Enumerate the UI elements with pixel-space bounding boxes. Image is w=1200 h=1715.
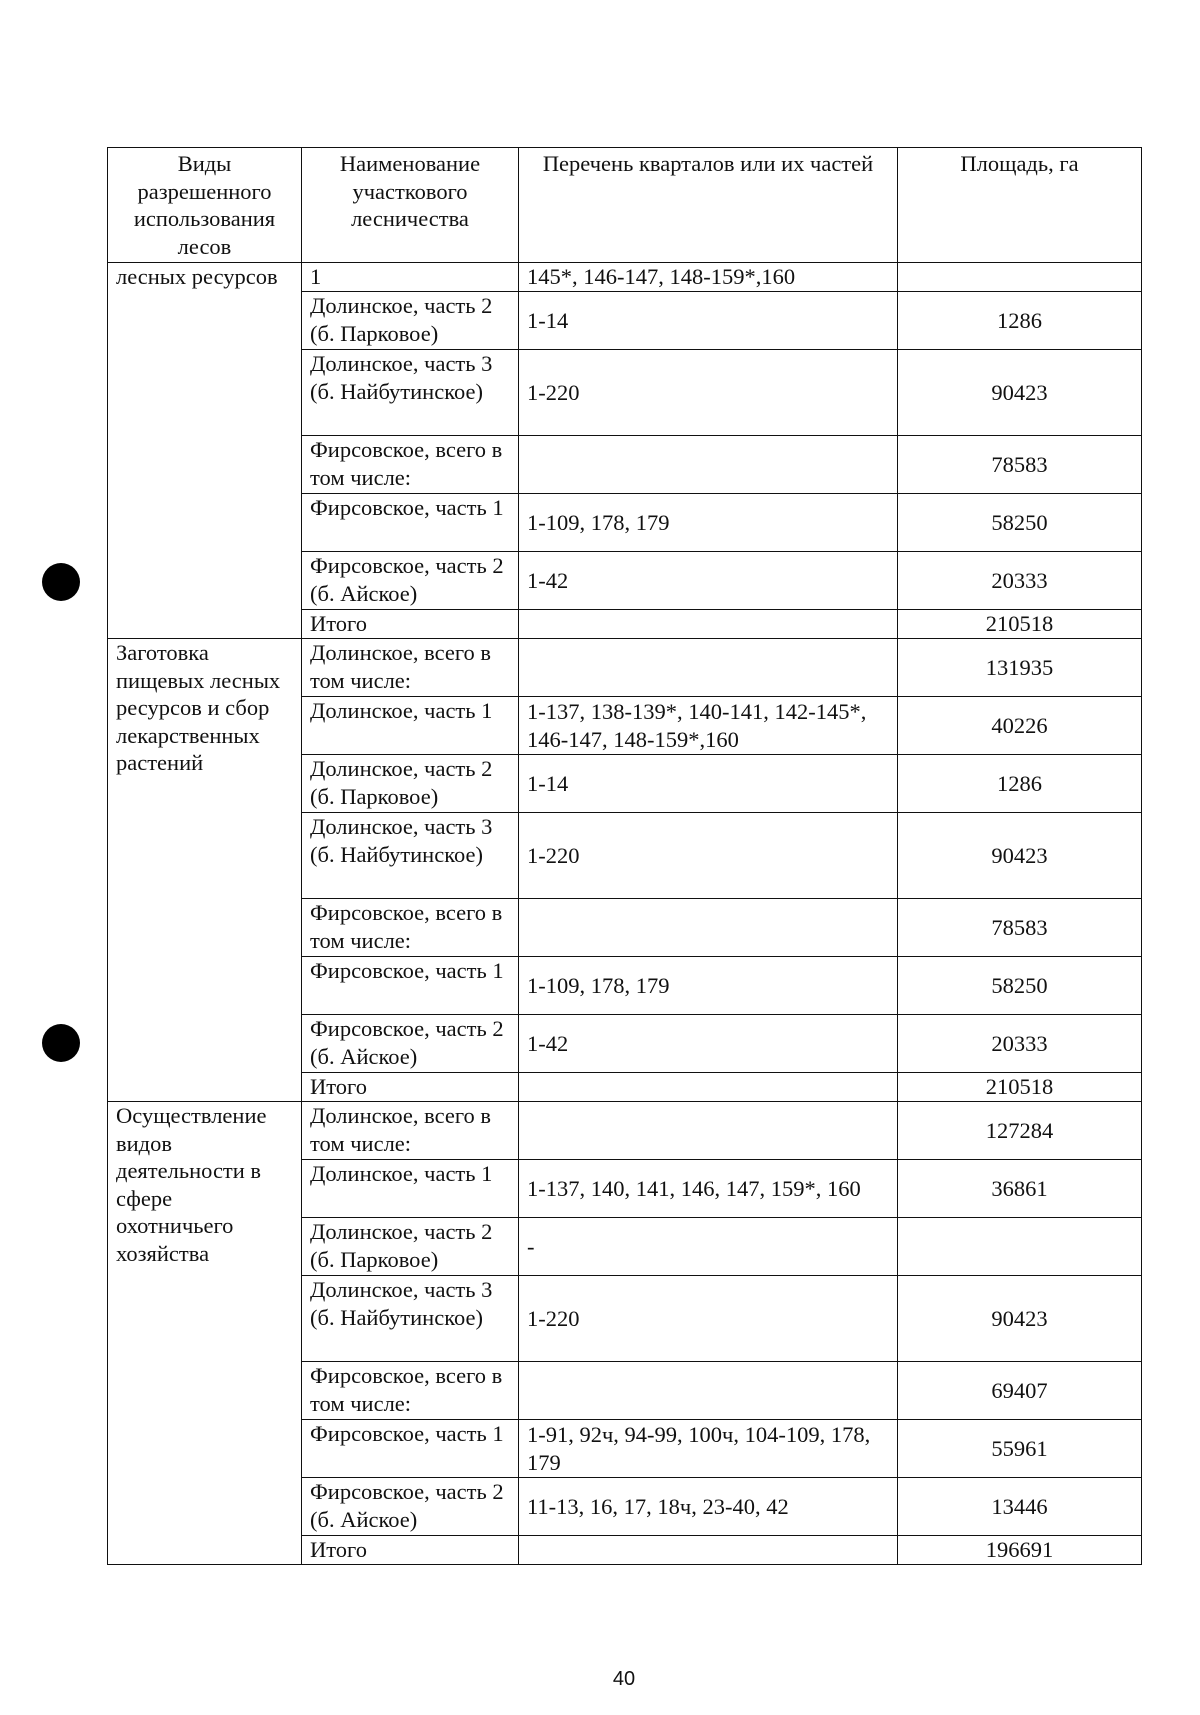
- forestry-cell: Фирсовское, всего в том числе:: [302, 1362, 519, 1420]
- forestry-cell: Фирсовское, часть 2 (б. Айское): [302, 552, 519, 610]
- quarters-cell: [519, 436, 898, 494]
- quarters-cell: [519, 1362, 898, 1420]
- forest-use-table: [107, 147, 1142, 1565]
- use-kind-cell: лесных ресурсов: [108, 263, 302, 639]
- forestry-cell: Фирсовское, часть 1: [302, 1420, 519, 1478]
- forestry-cell: Долинское, часть 2 (б. Парковое): [302, 755, 519, 813]
- forestry-cell: Долинское, часть 2 (б. Парковое): [302, 292, 519, 350]
- quarters-cell: 1-137, 138-139*, 140-141, 142-145*, 146-147, 148-159*,160: [519, 697, 898, 755]
- quarters-cell: [519, 1073, 898, 1102]
- area-cell: 127284: [898, 1102, 1142, 1160]
- area-cell: 20333: [898, 1015, 1142, 1073]
- forestry-cell: Долинское, всего в том числе:: [302, 1102, 519, 1160]
- forestry-cell: Итого: [302, 1073, 519, 1102]
- area-cell: 78583: [898, 436, 1142, 494]
- area-cell: 1286: [898, 292, 1142, 350]
- area-cell: 20333: [898, 552, 1142, 610]
- area-cell: 210518: [898, 610, 1142, 639]
- header-area: Площадь, га: [898, 148, 1142, 263]
- forestry-cell: Долинское, часть 3 (б. Найбутинское): [302, 1276, 519, 1362]
- quarters-cell: 1-91, 92ч, 94-99, 100ч, 104-109, 178, 179: [519, 1420, 898, 1478]
- area-cell: 55961: [898, 1420, 1142, 1478]
- quarters-cell: 1-14: [519, 292, 898, 350]
- area-cell: 36861: [898, 1160, 1142, 1218]
- header-quarters: Перечень кварталов или их частей: [519, 148, 898, 263]
- quarters-cell: 1-220: [519, 813, 898, 899]
- forestry-cell: Фирсовское, всего в том числе:: [302, 899, 519, 957]
- area-cell: 58250: [898, 957, 1142, 1015]
- area-cell: [898, 263, 1142, 292]
- forestry-cell: 1: [302, 263, 519, 292]
- header-use-kind: Виды разрешенного использования лесов: [108, 148, 302, 263]
- forestry-cell: Долинское, всего в том числе:: [302, 639, 519, 697]
- forestry-cell: Фирсовское, часть 2 (б. Айское): [302, 1015, 519, 1073]
- quarters-cell: 1-109, 178, 179: [519, 957, 898, 1015]
- quarters-cell: [519, 1536, 898, 1565]
- area-cell: 13446: [898, 1478, 1142, 1536]
- binder-hole: [42, 563, 80, 601]
- quarters-cell: 1-14: [519, 755, 898, 813]
- quarters-cell: [519, 1102, 898, 1160]
- area-cell: 58250: [898, 494, 1142, 552]
- forestry-cell: Фирсовское, всего в том числе:: [302, 436, 519, 494]
- quarters-cell: 1-109, 178, 179: [519, 494, 898, 552]
- quarters-cell: 11-13, 16, 17, 18ч, 23-40, 42: [519, 1478, 898, 1536]
- forestry-cell: Итого: [302, 610, 519, 639]
- header-forestry: Наименование участкового лесничества: [302, 148, 519, 263]
- quarters-cell: -: [519, 1218, 898, 1276]
- quarters-cell: [519, 610, 898, 639]
- forestry-cell: Фирсовское, часть 1: [302, 957, 519, 1015]
- forestry-cell: Долинское, часть 2 (б. Парковое): [302, 1218, 519, 1276]
- quarters-cell: [519, 639, 898, 697]
- forestry-cell: Фирсовское, часть 2 (б. Айское): [302, 1478, 519, 1536]
- table-header-row: [108, 148, 1142, 263]
- use-kind-cell: Заготовка пищевых лесных ресурсов и сбор лекарственных растений: [108, 639, 302, 1102]
- area-cell: 90423: [898, 350, 1142, 436]
- area-cell: [898, 1218, 1142, 1276]
- table-row: [108, 263, 1142, 292]
- quarters-cell: 1-42: [519, 1015, 898, 1073]
- forestry-cell: Фирсовское, часть 1: [302, 494, 519, 552]
- forestry-cell: Итого: [302, 1536, 519, 1565]
- area-cell: 131935: [898, 639, 1142, 697]
- binder-hole: [42, 1024, 80, 1062]
- use-kind-cell: Осуществление видов деятельности в сфере охотничьего хозяйства: [108, 1102, 302, 1565]
- forestry-cell: Долинское, часть 1: [302, 1160, 519, 1218]
- forestry-cell: Долинское, часть 1: [302, 697, 519, 755]
- area-cell: 90423: [898, 1276, 1142, 1362]
- table-row: [108, 639, 1142, 697]
- area-cell: 78583: [898, 899, 1142, 957]
- area-cell: 40226: [898, 697, 1142, 755]
- quarters-cell: 1-220: [519, 1276, 898, 1362]
- page-number: 40: [612, 1668, 636, 1690]
- area-cell: 69407: [898, 1362, 1142, 1420]
- quarters-cell: 145*, 146-147, 148-159*,160: [519, 263, 898, 292]
- quarters-cell: 1-137, 140, 141, 146, 147, 159*, 160: [519, 1160, 898, 1218]
- area-cell: 196691: [898, 1536, 1142, 1565]
- table-body: [108, 263, 1142, 1565]
- forestry-cell: Долинское, часть 3 (б. Найбутинское): [302, 813, 519, 899]
- quarters-cell: 1-42: [519, 552, 898, 610]
- area-cell: 90423: [898, 813, 1142, 899]
- area-cell: 210518: [898, 1073, 1142, 1102]
- quarters-cell: [519, 899, 898, 957]
- area-cell: 1286: [898, 755, 1142, 813]
- quarters-cell: 1-220: [519, 350, 898, 436]
- forestry-cell: Долинское, часть 3 (б. Найбутинское): [302, 350, 519, 436]
- table-row: [108, 1102, 1142, 1160]
